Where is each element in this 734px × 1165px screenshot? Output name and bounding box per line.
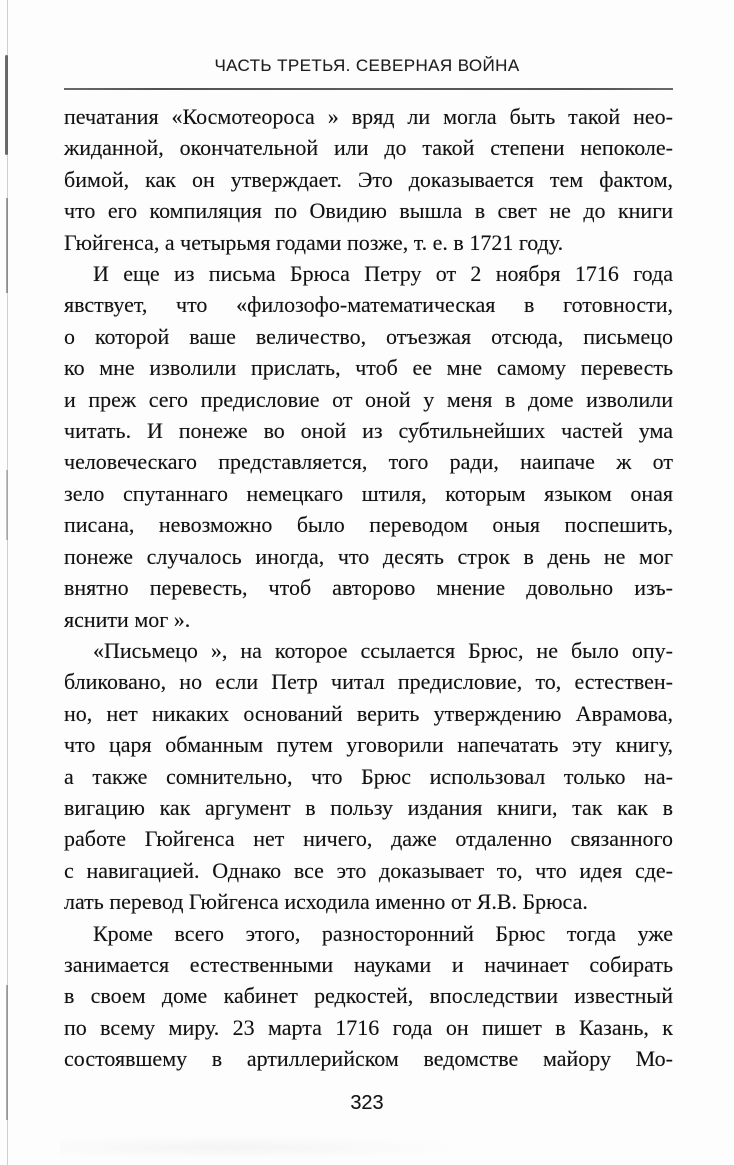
text-line: понеже случалось иногда, что десять строк в день не мог [64,543,673,569]
text-line: жиданной, окончательной или до такой степени непоколе- [64,135,673,161]
text-line: ко мне изволили прислать, чтоб ее мне самому перевесть [64,355,673,381]
text-line: занимается естественными науками и начинает собирать [64,951,673,977]
text-line: состоявшему в артиллерийском ведомстве майору Мо- [64,1046,673,1072]
text-line: печатания «Космотеороса » вряд ли могла быть такой нео- [64,104,673,129]
running-header: ЧАСТЬ ТРЕТЬЯ. СЕВЕРНАЯ ВОЙНА [214,56,520,75]
scan-edge-artifact [7,0,8,1165]
text-line: с навигацией. Однако все это доказывает то, что идея сде- [64,857,673,883]
text-line: в своем доме кабинет редкостей, впоследствии известный [64,983,673,1009]
text-line: что его компиляция по Овидию вышла в свет не до книги [64,198,673,224]
text-line: писана, невозможно было переводом оныя поспешить, [64,512,673,538]
paragraph [64,101,673,258]
text-line: о которой ваше величество, отъезжая отсюда, письмецо [64,323,673,349]
text-line: внятно перевесть, чтоб авторово мнение довольно изъ- [64,575,673,601]
text-line: лать перевод Гюйгенса исходила именно от Я.В. Брюса. [64,889,588,915]
text-line: но, нет никаких оснований верить утверждению Аврамова, [64,700,673,726]
text-line: а также сомнительно, что Брюс использовал только на- [64,763,673,789]
paragraph [64,258,673,635]
header-rule [64,88,673,90]
text-line: что царя обманным путем уговорили напечатать эту книгу, [64,732,673,758]
scan-edge-artifact [6,470,8,540]
text-line: Гюйгенса, а четырьмя годами позже, т. е. в 1721 году. [64,229,564,255]
text-line: «Письмецо », на которое ссылается Брюс, не было опу- [93,637,673,663]
text-line: бликовано, но если Петр читал предисловие, то, естествен- [64,669,673,695]
text-line: зело спутаннаго немецкаго штиля, которым языком оная [64,480,673,506]
text-line: вигацию как аргумент в пользу издания книги, так как в [64,794,673,820]
scan-edge-artifact [6,198,8,293]
text-line: И еще из письма Брюса Петру от 2 ноября 1716 года [93,261,673,287]
paragraph [64,635,673,918]
text-line: читать. И понеже во оной из субтильнейших частей ума [64,418,673,444]
text-line: человеческаго представляется, того ради, наипаче ж от [64,449,673,475]
text-line: Кроме всего этого, разносторонний Брюс тогда уже [93,920,673,946]
text-line: бимой, как он утверждает. Это доказывается тем фактом, [64,166,673,192]
text-line: работе Гюйгенса нет ничего, даже отдаленно связанного [64,826,673,852]
text-line: и преж сего предисловие от оной у меня в доме изволили [64,386,673,412]
text-line: явствует, что «филозофо-математическая в готовности, [64,292,673,318]
body-text [64,101,673,1075]
text-line: яснити мог ». [64,606,191,632]
paragraph [64,918,673,1075]
scan-smudge-artifact [60,1135,480,1160]
page-number: 323 [350,1092,384,1114]
text-line: по всему миру. 23 марта 1716 года он пишет в Казань, к [64,1014,673,1040]
